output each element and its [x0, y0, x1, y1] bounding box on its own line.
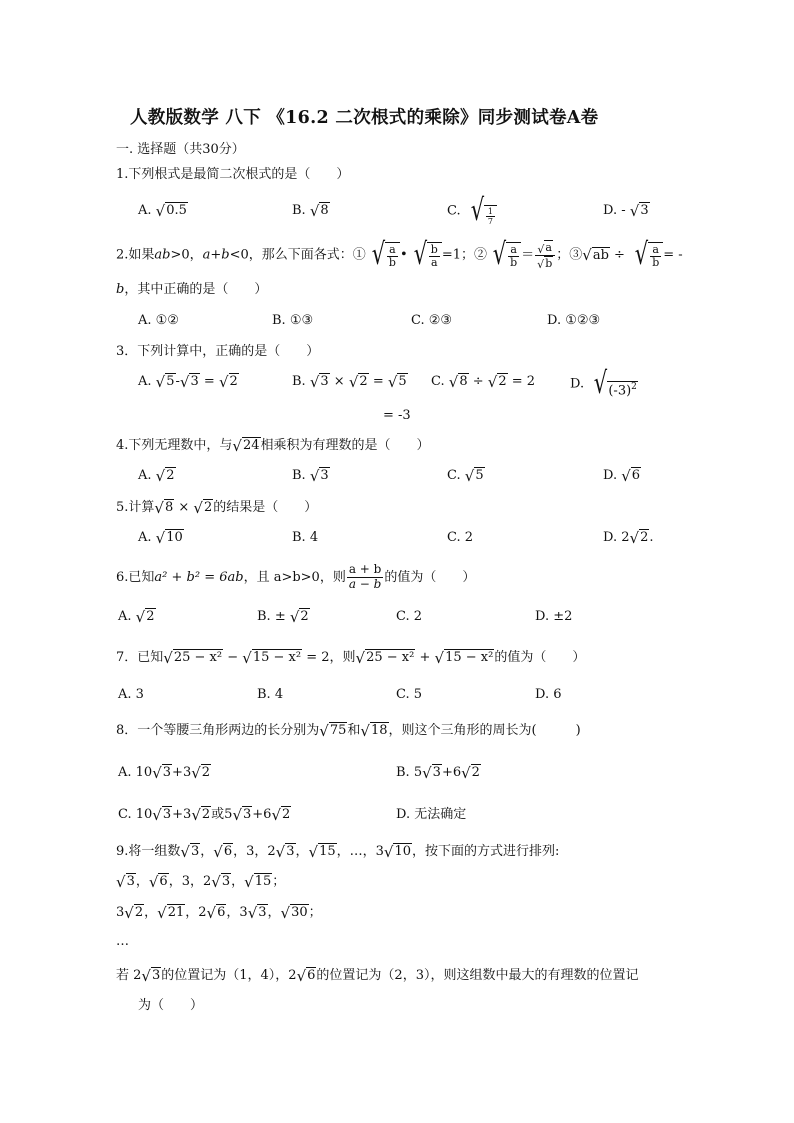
text: ，其中正确的是（ ）	[124, 282, 268, 297]
radicand: 30	[291, 905, 308, 921]
text: ，且 a>b>0，则	[243, 570, 346, 585]
exponent: 2	[631, 382, 637, 393]
q7-option-d[interactable]: D. 6	[535, 687, 562, 702]
radicand: 24	[242, 438, 260, 454]
sqrt-symbol: √ 2	[461, 763, 480, 782]
sqrt-symbol: √ 2	[218, 372, 238, 391]
sqrt-symbol: √ 0.5	[155, 201, 187, 220]
sqrt-symbol: √ $\frac{b}{a}$	[408, 240, 442, 270]
sqrt-symbol: √ $\frac{a}{b}$	[629, 240, 663, 270]
radicand: 3	[162, 765, 172, 781]
text: 若 2	[116, 968, 142, 983]
numerator: a	[652, 242, 659, 256]
sqrt-symbol: √ 8	[448, 372, 468, 391]
operator: +3	[172, 765, 192, 780]
q8-option-c[interactable]	[118, 805, 291, 825]
sqrt-symbol: √ 5	[387, 372, 407, 391]
radicand: 5	[475, 468, 484, 484]
sqrt-symbol: √ 5	[464, 466, 484, 485]
sqrt-symbol: √ 15 − x²	[242, 648, 302, 667]
operator: ÷	[468, 374, 488, 389]
option-label: B. 5	[396, 765, 423, 780]
sqrt-symbol: √ 21	[157, 903, 185, 922]
operator: = 2	[507, 374, 536, 389]
option-label: A.	[138, 374, 152, 389]
sqrt-symbol: √ 6	[296, 966, 316, 985]
radicand: ab	[592, 247, 609, 263]
q8-option-d[interactable]: D. 无法确定	[396, 807, 467, 822]
sqrt-symbol: √ 3	[152, 763, 172, 782]
operator: −	[223, 650, 243, 665]
radicand: 18	[370, 723, 388, 739]
sqrt-symbol: √ b	[537, 256, 553, 271]
fraction	[387, 244, 398, 270]
sqrt-symbol: √ 30	[280, 903, 308, 922]
q2-option-c[interactable]: C. ②③	[411, 313, 453, 328]
denominator: a	[431, 256, 438, 270]
numerator: a	[389, 242, 396, 256]
q7-option-c[interactable]: C. 5	[396, 687, 423, 702]
text: 相乘积为有理数的是（ ）	[260, 438, 430, 453]
denominator: b	[510, 256, 518, 270]
sqrt-symbol: √ 3	[116, 872, 135, 891]
coefficient: 3	[239, 905, 248, 920]
sqrt-symbol: √ $\frac{1}{7}$	[465, 196, 497, 226]
operator: +6	[441, 765, 462, 780]
sqrt-symbol: √ 2	[629, 528, 649, 547]
sqrt-symbol: √ 3	[275, 842, 295, 861]
q6-option-a[interactable]	[118, 607, 156, 627]
q9-row-1: √ 3 ， √ 6 ，3，2 √ 3 ， √ 15 ；	[116, 872, 286, 891]
q6-option-b[interactable]	[257, 607, 310, 627]
fraction	[429, 244, 440, 270]
radicand: 3	[320, 468, 329, 484]
radicand: 25 − x²	[366, 650, 415, 666]
question-7-stem	[116, 648, 585, 668]
radicand: 2	[359, 374, 368, 390]
text: 的值为（ ）	[494, 650, 586, 665]
question-6-stem	[116, 562, 475, 594]
sqrt-symbol: √ 2	[155, 466, 175, 485]
denominator: b	[388, 256, 396, 270]
q3-option-a[interactable]	[138, 372, 239, 392]
text: 9.将一组数	[116, 844, 181, 859]
sqrt-symbol: √ 3	[179, 372, 199, 391]
numerator: 1	[487, 206, 493, 216]
fraction	[650, 244, 661, 270]
sqrt-symbol: √ 6	[148, 872, 168, 891]
question-8-stem	[116, 721, 581, 741]
sqrt-symbol: √ 75	[319, 721, 347, 740]
sqrt-symbol: √ 6	[206, 903, 226, 922]
radicand: 2	[166, 468, 175, 484]
radicand: 5	[166, 374, 175, 390]
denominator: 7	[487, 216, 493, 226]
radicand: 25 − x²	[173, 650, 223, 666]
sqrt-symbol: √ 3	[141, 966, 161, 985]
radicand: 2	[471, 765, 480, 781]
q5-option-d[interactable]	[603, 528, 653, 548]
q9-answer-blank: 为（ ）	[138, 998, 204, 1013]
text: 5.计算	[116, 500, 155, 515]
radicand: 6	[631, 468, 641, 484]
radicand: 3	[286, 844, 295, 860]
q9-condition	[116, 966, 638, 986]
text: 6.已知	[116, 570, 155, 585]
text: 和	[347, 723, 361, 738]
fraction	[486, 207, 495, 226]
radicand: 10	[166, 530, 183, 546]
radicand: 10	[394, 844, 412, 860]
radicand: 3	[320, 374, 329, 390]
q3-option-d[interactable]	[570, 366, 638, 401]
text: 8．一个等腰三角形两边的长分别为	[116, 723, 320, 738]
page-title: 人教版数学 八下 《16.2 二次根式的乘除》同步测试卷A卷	[130, 108, 599, 128]
option-label: B. ±	[257, 609, 286, 624]
coefficient: 3	[116, 905, 125, 920]
question-2-stem: 2.如果ab>0，a+b<0，那么下面各式：① √ $\frac{a}{b}$ • √ $\frac{b}{a}$ =1；② √ $\frac{a}{b}$ ＝ √ a √ b ；③ √ ab ÷ √ $\frac{a}{b}$ = -	[116, 237, 683, 272]
q5-option-c[interactable]: C. 2	[447, 530, 474, 545]
operator: = 2	[302, 650, 330, 665]
radicand: 6	[159, 874, 168, 890]
operator: -	[175, 374, 180, 389]
sqrt-symbol: √ 2	[191, 805, 211, 824]
text: ，则这个三角形的周长为( )	[388, 723, 581, 738]
radicand: 2	[203, 500, 213, 516]
q1-option-d[interactable]	[603, 201, 650, 221]
text: ，则	[329, 650, 356, 665]
fraction	[347, 563, 384, 592]
question-3-stem: 3．下列计算中，正确的是（ ）	[116, 344, 320, 359]
radicand: 2	[640, 530, 649, 546]
radicand: 3	[190, 374, 199, 390]
sqrt-symbol: √ 3	[422, 763, 441, 782]
operator: +6	[252, 807, 272, 822]
option-label: B.	[292, 203, 306, 218]
option-label: C. 10	[118, 807, 153, 822]
text: 的值为（ ）	[384, 570, 476, 585]
radicand: 3	[221, 874, 231, 890]
text: 的位置记为（2，3），则这组数中最大的有理数的位置记	[316, 968, 639, 983]
sqrt-symbol: √ 2	[135, 607, 155, 626]
option-label: A.	[118, 609, 132, 624]
question-1-stem: 1.下列根式是最简二次根式的是（ ）	[116, 167, 350, 182]
q2-option-b[interactable]: B. ①③	[272, 313, 314, 328]
radicand: 8	[459, 374, 468, 390]
radicand: 15	[319, 844, 336, 860]
radicand: 8	[164, 500, 174, 516]
sqrt-symbol: √ 3	[247, 903, 267, 922]
q3-option-d-continuation: = -3	[383, 408, 411, 423]
radicand: 15 − x²	[445, 650, 494, 666]
question-4-stem	[116, 436, 430, 456]
operator: ×	[329, 374, 349, 389]
radicand: 15	[254, 874, 272, 890]
sqrt-symbol: √ $(-3)^2$	[593, 366, 637, 401]
numerator: a + b	[348, 562, 382, 577]
sqrt-symbol: √ 2	[124, 903, 144, 922]
variable: ab	[154, 247, 171, 263]
sqrt-symbol: √ 2	[271, 805, 291, 824]
text: ÷	[609, 247, 630, 263]
sqrt-symbol: √ 6	[213, 842, 233, 861]
option-label: A.	[138, 468, 152, 483]
sqrt-symbol: √ 3	[309, 466, 329, 485]
radicand: a	[545, 241, 552, 255]
text: ，按下面的方式进行排列:	[412, 844, 560, 859]
sqrt-symbol: √ 3	[629, 201, 649, 220]
radicand: 2	[201, 807, 211, 823]
sqrt-symbol: √ 8	[309, 201, 329, 220]
text: ，3，2	[233, 844, 276, 859]
question-9-stem: 9.将一组数 √ 3 ， √ 6 ，3，2 √ 3 ， √ 15 ，…，3 √ 10 ，按下面的方式进行排列:	[116, 842, 560, 861]
equation: a² + b² = 6ab	[154, 570, 244, 585]
sqrt-symbol: √ 10	[155, 528, 183, 547]
radicand: 2	[201, 765, 211, 781]
section-heading: 一. 选择题（共30分）	[116, 142, 245, 157]
option-label: A. 10	[118, 765, 153, 780]
text: = -	[663, 247, 683, 263]
sqrt-symbol: √ 3	[232, 805, 252, 824]
q3-option-c[interactable]	[431, 372, 535, 392]
text: =1；②	[441, 247, 487, 263]
q4-option-d[interactable]	[603, 466, 641, 486]
text: 2.如果	[116, 247, 155, 263]
radicand: 3	[151, 968, 161, 984]
q1-option-a[interactable]	[138, 201, 188, 221]
sqrt-symbol: √ 3	[152, 805, 172, 824]
sqrt-symbol: √ 3	[309, 372, 329, 391]
q8-option-a[interactable]	[118, 763, 211, 783]
sqrt-symbol: √ ab	[582, 246, 609, 265]
q7-option-b[interactable]: B. 4	[257, 687, 284, 702]
text: .	[649, 530, 654, 545]
radicand: 3	[258, 905, 267, 921]
sqrt-symbol: √ $\frac{a}{b}$	[487, 240, 521, 270]
sqrt-symbol: √ 2	[348, 372, 368, 391]
radicand: 8	[320, 203, 329, 219]
radicand: 6	[217, 905, 226, 921]
denominator: a − b	[348, 577, 382, 591]
option-label: B.	[292, 374, 306, 389]
text: ＝	[521, 247, 535, 263]
radicand: 3	[640, 203, 649, 219]
q5-option-a[interactable]	[138, 528, 184, 548]
radicand: 5	[398, 374, 407, 390]
question-2-continuation	[116, 280, 267, 300]
variable: b	[116, 282, 125, 297]
variable: a+b	[202, 247, 230, 263]
radicand: b	[545, 256, 553, 270]
radicand: 2	[146, 609, 155, 625]
sqrt-symbol: √ 6	[621, 466, 641, 485]
sqrt-symbol: √ 24	[232, 436, 260, 455]
option-label: D.	[570, 376, 585, 392]
sqrt-symbol: √ 2	[193, 498, 213, 517]
question-5-stem	[116, 498, 317, 518]
text: 4.下列无理数中，与	[116, 438, 233, 453]
sqrt-symbol: √ 3	[211, 872, 231, 891]
radicand: 15 − x²	[252, 650, 302, 666]
q1-option-c[interactable]	[447, 193, 497, 228]
numerator: b	[430, 242, 438, 256]
operator: +	[415, 650, 435, 665]
option-label: C.	[447, 468, 461, 483]
option-label: D.	[603, 468, 618, 483]
radicand: 3	[432, 765, 441, 781]
q7-option-a[interactable]: A. 3	[118, 687, 144, 702]
sqrt-symbol: √ 18	[360, 721, 388, 740]
number: 3	[181, 874, 190, 889]
text: >0，	[170, 247, 203, 263]
q4-option-c[interactable]	[447, 466, 485, 486]
numerator: a	[510, 242, 517, 256]
radicand: 2	[134, 905, 144, 921]
radicand: 21	[167, 905, 185, 921]
option-label: C.	[447, 203, 461, 219]
text: 或5	[211, 807, 233, 822]
radicand: 6	[223, 844, 233, 860]
text: 7．已知	[116, 650, 164, 665]
sqrt-symbol: √ 3	[180, 842, 200, 861]
option-label: B.	[292, 468, 306, 483]
radicand: 3	[162, 807, 172, 823]
sqrt-symbol: √ 15	[244, 872, 272, 891]
text: <0，那么下面各式：①	[229, 247, 366, 263]
text: 的位置记为（1，4），2	[161, 968, 297, 983]
q8-option-b[interactable]	[396, 763, 481, 783]
sqrt-symbol: √ 8	[154, 498, 174, 517]
option-label: D. -	[603, 203, 626, 218]
coefficient: 2	[198, 905, 207, 920]
text: 的结果是（ ）	[213, 500, 318, 515]
sqrt-symbol: √ a	[537, 241, 552, 256]
sqrt-symbol: √ 2	[487, 372, 507, 391]
operator: =	[368, 374, 388, 389]
radicand: (-3)	[608, 383, 632, 399]
fraction	[508, 244, 519, 270]
sqrt-symbol: √ $\frac{a}{b}$	[366, 240, 400, 270]
sqrt-symbol: √ 15 − x²	[434, 648, 494, 667]
radicand: 3	[243, 807, 252, 823]
q4-option-a[interactable]	[138, 466, 176, 486]
text: ；③	[556, 247, 583, 263]
radicand: 0.5	[166, 203, 187, 219]
operator: ×	[174, 500, 194, 515]
q3-option-b[interactable]	[292, 372, 408, 392]
option-label: A.	[138, 203, 152, 218]
sqrt-symbol: √ 10	[383, 842, 412, 861]
operator: +3	[172, 807, 192, 822]
text: ，…，3	[336, 844, 384, 859]
radicand: 2	[229, 374, 238, 390]
sqrt-symbol: √ 5	[155, 372, 175, 391]
coefficient: 2	[203, 874, 212, 889]
sqrt-symbol: √ 2	[289, 607, 309, 626]
q9-row-2: 3 √ 2 ， √ 21 ，2 √ 6 ，3 √ 3 ， √ 30 ；	[116, 903, 322, 922]
radicand: 75	[329, 723, 347, 739]
q9-ellipsis: …	[116, 934, 129, 949]
radicand: 3	[126, 874, 135, 890]
denominator: b	[652, 256, 660, 270]
radicand: 2	[300, 609, 309, 625]
q4-option-b[interactable]	[292, 466, 330, 486]
fraction	[535, 240, 555, 269]
q1-option-b[interactable]	[292, 201, 330, 221]
sqrt-symbol: √ 2	[191, 763, 211, 782]
q6-option-d[interactable]: D. ±2	[535, 609, 573, 624]
option-label: D. 2	[603, 530, 630, 545]
radicand: 6	[307, 968, 316, 984]
q6-option-c[interactable]: C. 2	[396, 609, 423, 624]
sqrt-symbol: √ 25 − x²	[355, 648, 415, 667]
option-label: C.	[431, 374, 445, 389]
option-label: A.	[138, 530, 152, 545]
q2-option-d[interactable]: D. ①②③	[547, 313, 601, 328]
radicand: 2	[282, 807, 291, 823]
q2-option-a[interactable]: A. ①②	[138, 313, 179, 328]
q5-option-b[interactable]: B. 4	[292, 530, 319, 545]
radicand: 3	[190, 844, 200, 860]
sqrt-symbol: √ 25 − x²	[163, 648, 223, 667]
radicand: 2	[498, 374, 507, 390]
operator: =	[199, 374, 219, 389]
sqrt-symbol: √ 15	[308, 842, 336, 861]
